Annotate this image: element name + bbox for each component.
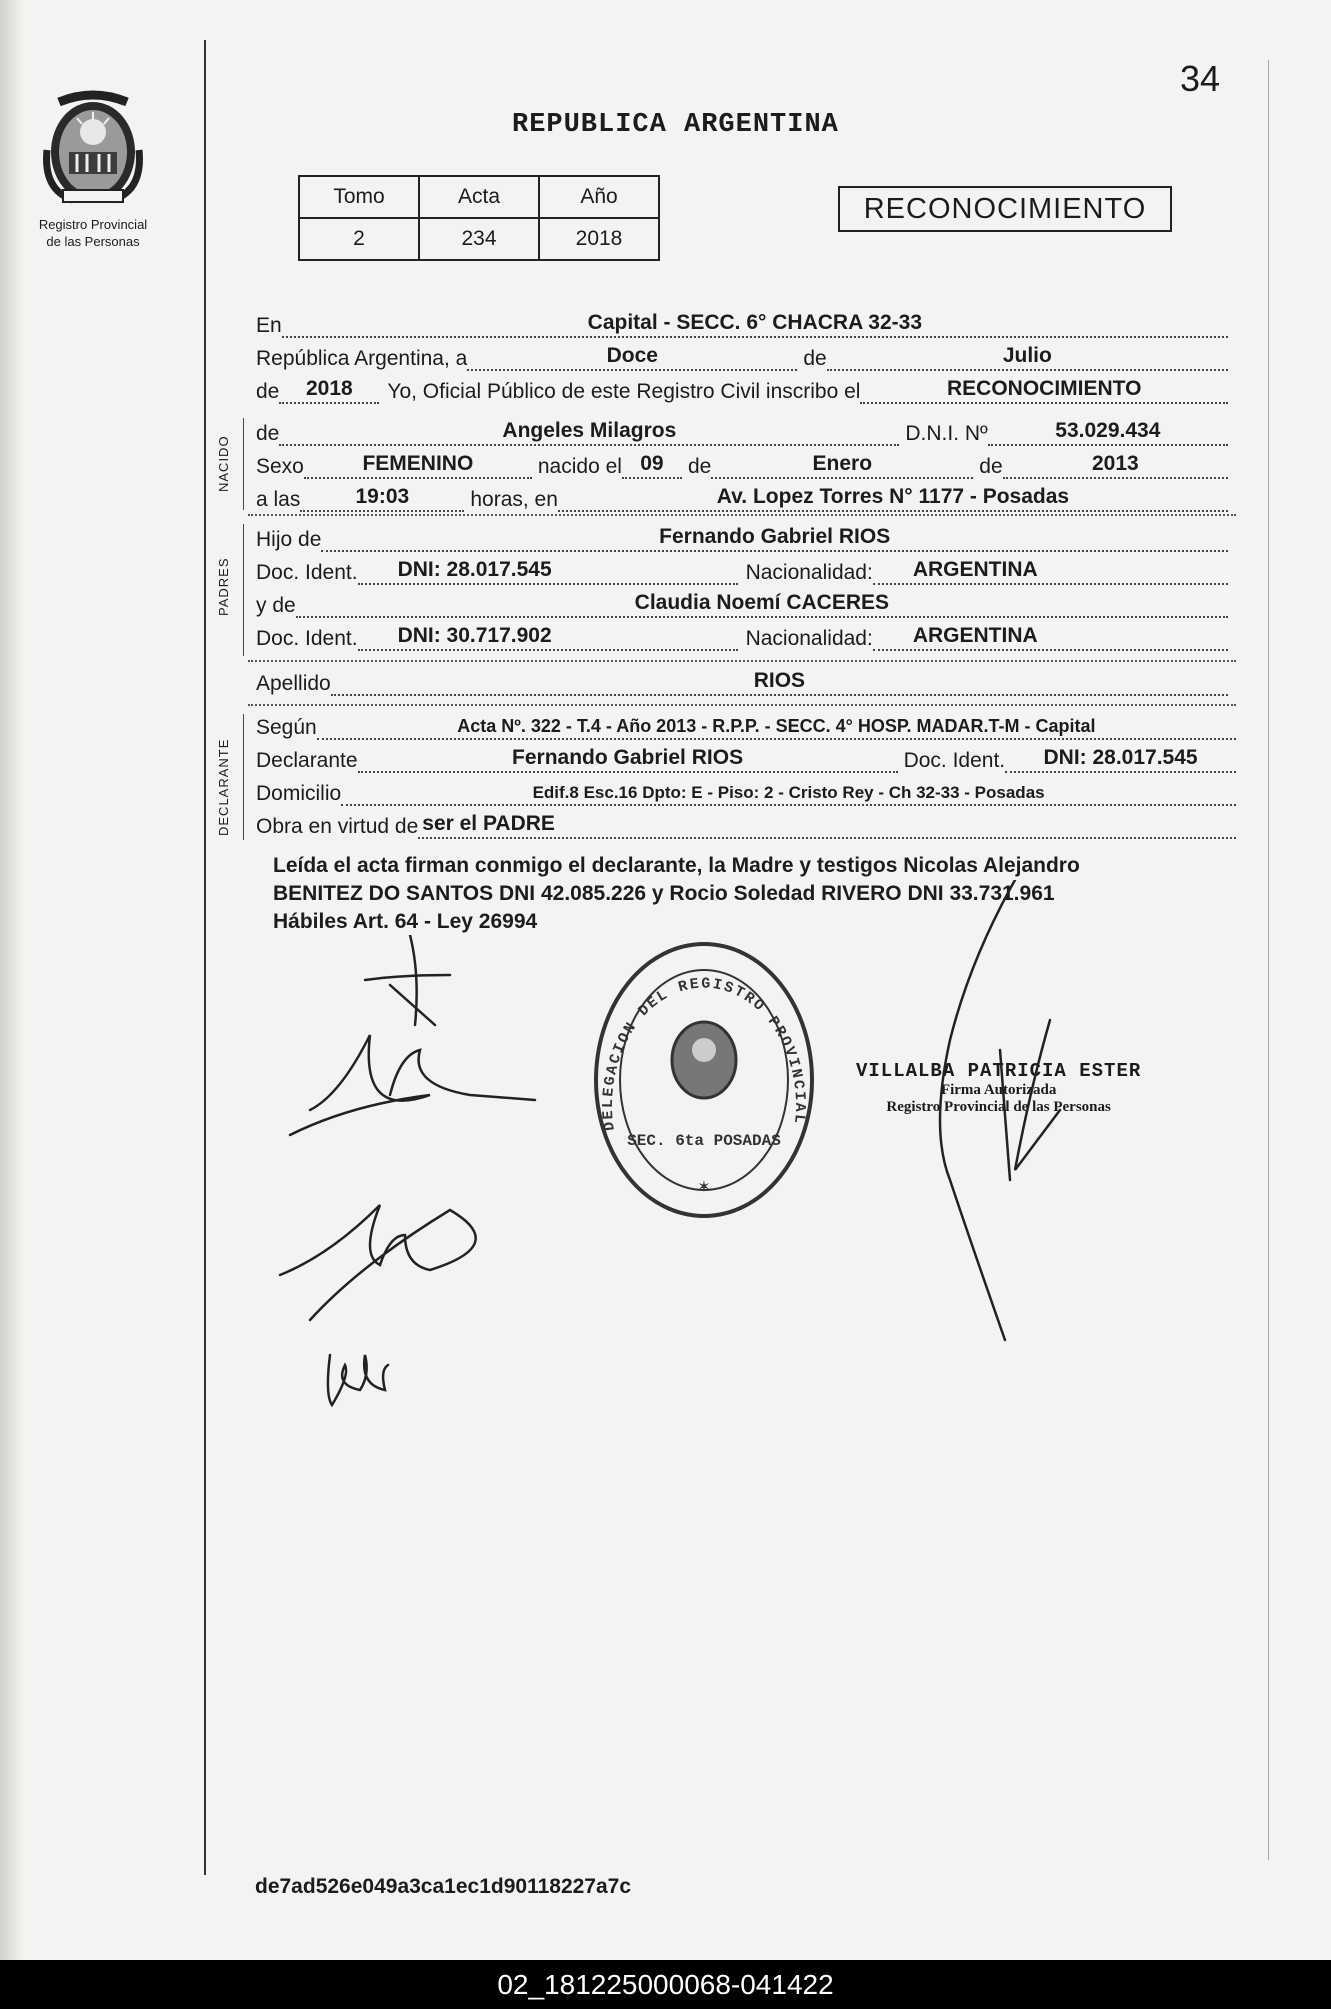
mother-nationality-label: Nacionalidad: <box>745 627 873 650</box>
act-type-box: RECONOCIMIENTO <box>838 186 1172 232</box>
declarante-row-name <box>256 741 1236 773</box>
declarante-name-value: Fernando Gabriel RIOS <box>358 740 898 773</box>
domicilio-value: Edif.8 Esc.16 Dpto: E - Piso: 2 - Cristo Rey - Ch 32-33 - Posadas <box>341 773 1236 806</box>
value-ano: 2018 <box>539 218 659 260</box>
padres-row-mother <box>256 586 1228 618</box>
header-acta: Acta <box>419 176 539 218</box>
statement-text: Yo, Oficial Público de este Registro Civil inscribo el <box>387 380 861 403</box>
closing-line-3: Hábiles Art. 64 - Ley 26994 <box>273 910 538 933</box>
child-name-value: Angeles Milagros <box>279 413 899 446</box>
segun-label: Según <box>256 716 317 739</box>
witness-initials-signature <box>328 1355 388 1405</box>
republica-label: República Argentina, a <box>256 347 468 370</box>
de-year-label: de <box>256 380 280 403</box>
nacido-separator <box>248 514 1236 516</box>
margin-rule <box>204 40 206 1875</box>
mother-name-value: Claudia Noemí CACERES <box>296 585 1228 618</box>
apellido-value: RIOS <box>331 663 1228 696</box>
padres-bracket <box>243 524 244 656</box>
obra-label: Obra en virtud de <box>256 815 419 838</box>
apellido-row <box>256 664 1228 696</box>
father-doc-label: Doc. Ident. <box>256 561 358 584</box>
cross-signature <box>410 935 417 1025</box>
declarante-doc-value: DNI: 28.017.545 <box>1005 740 1236 773</box>
place-value: Capital - SECC. 6° CHACRA 32-33 <box>282 305 1228 338</box>
value-tomo: 2 <box>299 218 419 260</box>
father-nationality-value: ARGENTINA <box>873 552 1228 585</box>
logo-caption-line1: Registro Provincial <box>38 217 148 232</box>
child-dni-value: 53.029.434 <box>988 413 1228 446</box>
declarante-section-label: DECLARANTE <box>216 738 231 836</box>
page-number: 34 <box>1180 58 1221 99</box>
nacido-bracket <box>243 418 244 510</box>
padres-row-father-doc <box>256 553 1228 585</box>
birth-place-value: Av. Lopez Torres N° 1177 - Posadas <box>558 479 1228 512</box>
mother-signature <box>280 1205 476 1320</box>
y-de-label: y de <box>256 594 296 617</box>
day-value: Doce <box>467 338 797 371</box>
declarante-row-segun <box>256 708 1236 740</box>
padres-section-label: PADRES <box>216 557 231 616</box>
scan-shadow <box>0 0 24 1960</box>
obra-value: ser el PADRE <box>418 806 1236 839</box>
sexo-value: FEMENINO <box>304 446 532 479</box>
declarante-label: Declarante <box>256 749 358 772</box>
closing-statement <box>273 852 1233 936</box>
mother-doc-value: DNI: 30.717.902 <box>358 618 738 651</box>
a-las-label: a las <box>256 488 301 511</box>
reference-header-row <box>299 176 659 218</box>
reference-table <box>298 175 660 261</box>
year-value: 2018 <box>279 371 379 404</box>
nacido-row-birth <box>256 447 1228 479</box>
padres-row-father <box>256 520 1228 552</box>
nacido-row-name <box>256 414 1228 446</box>
witness-signatures <box>270 935 570 1435</box>
right-border <box>1268 60 1269 1860</box>
de-month-label: de <box>803 347 827 370</box>
nacido-el-label: nacido el <box>537 455 622 478</box>
dni-label: D.N.I. Nº <box>905 422 988 445</box>
en-label: En <box>256 314 282 337</box>
apellido-separator <box>248 704 1236 706</box>
father-doc-value: DNI: 28.017.545 <box>358 552 738 585</box>
mother-doc-label: Doc. Ident. <box>256 627 358 650</box>
seal-outer-text: DELEGACION DEL REGISTRO PROVINCIAL <box>599 975 809 1132</box>
reference-value-row <box>299 218 659 260</box>
official-registry: Registro Provincial de las Personas <box>886 1099 1111 1115</box>
declarante-bracket <box>243 714 244 840</box>
header-tomo: Tomo <box>299 176 419 218</box>
misiones-coat-of-arms-icon <box>33 90 153 210</box>
month-value: Julio <box>827 338 1228 371</box>
birth-month-value: Enero <box>711 446 973 479</box>
intro-row-date <box>256 339 1228 371</box>
official-name: VILLALBA PATRICIA ESTER <box>856 1060 1142 1082</box>
official-title: Firma Autorizada <box>940 1082 1057 1098</box>
official-seal <box>584 930 824 1225</box>
birth-day-value: 09 <box>622 446 682 479</box>
value-acta: 234 <box>419 218 539 260</box>
segun-value: Acta Nº. 322 - T.4 - Año 2013 - R.P.P. - SECC. 4° HOSP. MADAR.T-M - Capital <box>317 707 1236 740</box>
father-name-value: Fernando Gabriel RIOS <box>321 519 1228 552</box>
domicilio-label: Domicilio <box>256 782 342 805</box>
intro-row-place <box>256 306 1228 338</box>
seal-star-icon: ✶ <box>697 1179 711 1196</box>
apellido-label: Apellido <box>256 672 331 695</box>
de-birth-year-label: de <box>979 455 1003 478</box>
nacido-row-time <box>256 480 1228 512</box>
father-nationality-label: Nacionalidad: <box>745 561 873 584</box>
document-hash: de7ad526e049a3ca1ec1d90118227a7c <box>255 1875 632 1898</box>
sexo-label: Sexo <box>256 455 304 478</box>
nacido-section-label: NACIDO <box>216 435 231 492</box>
birth-time-value: 19:03 <box>300 479 464 512</box>
padres-separator <box>248 660 1236 662</box>
act-name-value: RECONOCIMIENTO <box>860 371 1228 404</box>
closing-line-1: Leída el acta firman conmigo el declarante, la Madre y testigos Nicolas Alejandro <box>273 854 1080 877</box>
document-title: REPUBLICA ARGENTINA <box>512 110 839 140</box>
closing-line-2: BENITEZ DO SANTOS DNI 42.085.226 y Rocio Soledad RIVERO DNI 33.731.961 <box>273 882 1055 905</box>
logo-caption-line2: de las Personas <box>46 234 140 249</box>
declarante-row-domicilio <box>256 774 1236 806</box>
horas-label: horas, en <box>470 488 558 511</box>
intro-row-year <box>256 372 1228 404</box>
nacido-de-label: de <box>256 422 280 445</box>
de-birth-month-label: de <box>687 455 712 478</box>
mother-nationality-value: ARGENTINA <box>873 618 1228 651</box>
declarant-signature <box>290 1035 535 1135</box>
declarante-row-obra <box>256 807 1236 839</box>
hijo-de-label: Hijo de <box>256 528 322 551</box>
registry-seal-stamp <box>584 930 824 1220</box>
padres-row-mother-doc <box>256 619 1228 651</box>
header-ano: Año <box>539 176 659 218</box>
registry-logo <box>28 90 158 249</box>
seal-inner-text: SEC. 6ta POSADAS <box>627 1132 781 1150</box>
official-signature <box>930 880 1070 1350</box>
birth-year-value: 2013 <box>1003 446 1228 479</box>
declarante-doc-label: Doc. Ident. <box>903 749 1006 772</box>
file-identifier-bar: 02_181225000068-041422 <box>0 1960 1331 2009</box>
